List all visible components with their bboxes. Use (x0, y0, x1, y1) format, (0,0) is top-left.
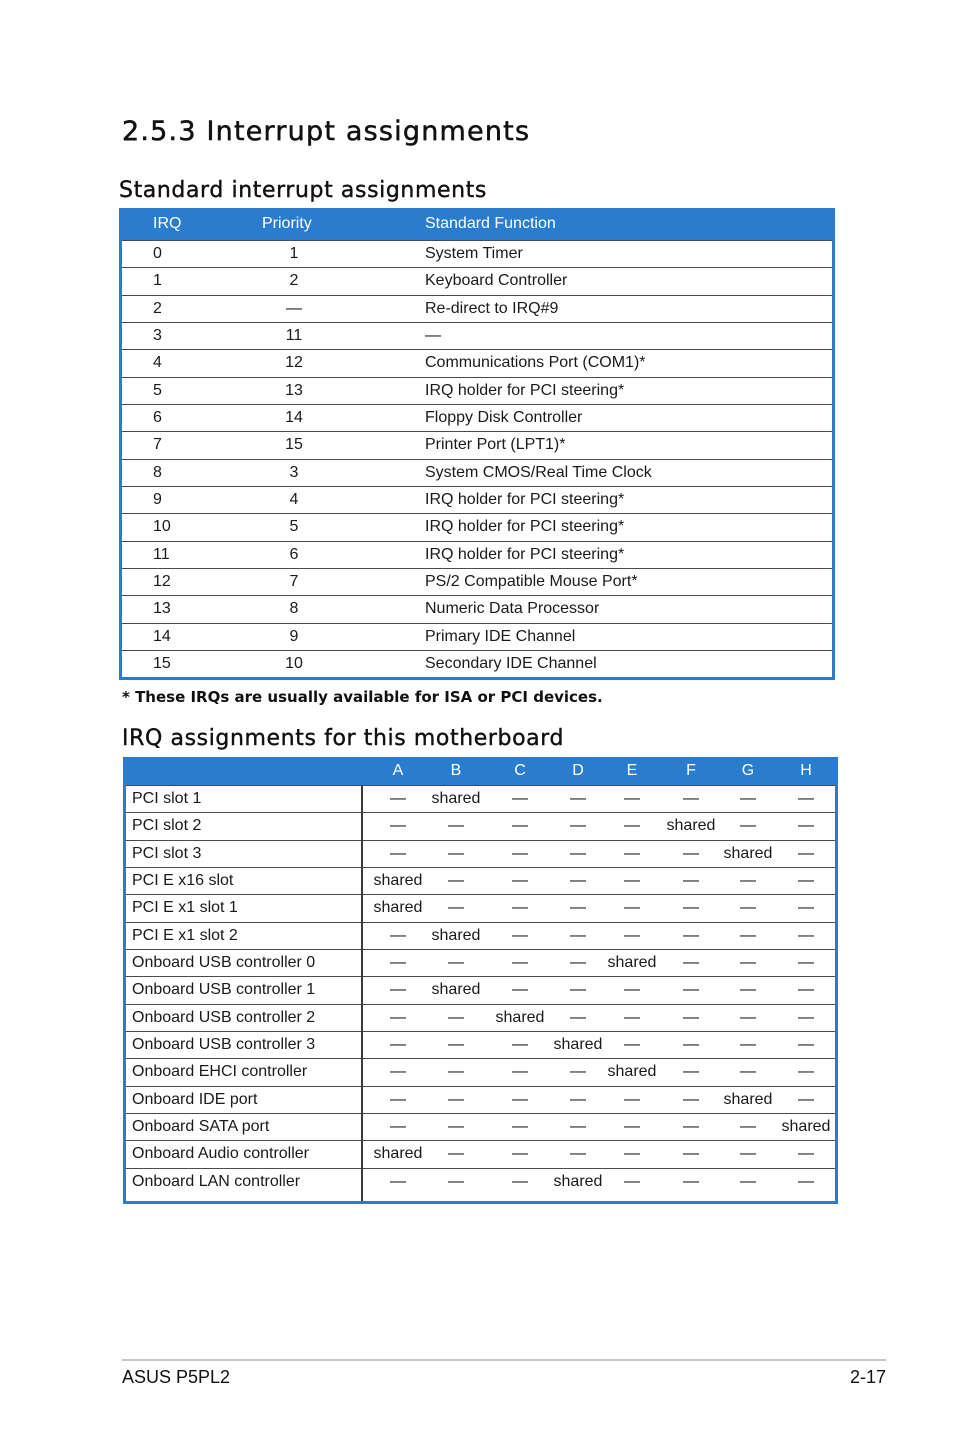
irq-cell: — (740, 1172, 756, 1190)
header-function: Standard Function (425, 215, 556, 232)
irq-cell: — (740, 926, 756, 944)
irq-cell: — (683, 1063, 699, 1081)
irq-cell: — (683, 899, 699, 917)
irq-cell: shared (431, 981, 481, 999)
irq-cell: — (798, 1008, 814, 1026)
irq-cell: 3 (153, 327, 162, 345)
irq-cell: — (390, 1063, 406, 1081)
table-row (122, 322, 832, 349)
table-row (126, 1058, 835, 1085)
function-cell: Numeric Data Processor (425, 600, 600, 618)
irq-cell: 0 (153, 245, 162, 262)
irq-cell: — (624, 1090, 640, 1108)
column-header: F (686, 762, 696, 779)
function-cell: PS/2 Compatible Mouse Port* (425, 573, 638, 591)
device-cell: PCI slot 2 (132, 817, 202, 835)
priority-cell: 4 (289, 491, 299, 509)
irq-cell: — (624, 1172, 640, 1190)
irq-cell: — (683, 1145, 699, 1163)
irq-cell: — (683, 1036, 699, 1054)
irq-cell: shared (553, 1036, 603, 1054)
function-cell: Primary IDE Channel (425, 627, 576, 645)
irq-cell: — (683, 790, 699, 807)
irq-cell: — (448, 1008, 464, 1026)
footer-rule (122, 1359, 886, 1361)
irq-cell: — (570, 1145, 586, 1163)
irq-cell: — (740, 817, 756, 835)
irq-cell: — (570, 899, 586, 917)
irq-cell: — (798, 790, 814, 807)
irq-cell: — (448, 872, 464, 890)
table-row (126, 894, 835, 921)
device-cell: Onboard USB controller 0 (132, 954, 316, 972)
table-row (126, 949, 835, 976)
irq-cell: — (624, 872, 640, 890)
irq-cell: — (512, 981, 528, 999)
irq-cell: shared (666, 817, 716, 835)
irq-cell: — (570, 981, 586, 999)
irq-cell: — (512, 1118, 528, 1136)
footer-product: ASUS P5PL2 (122, 1367, 231, 1387)
irq-cell: — (740, 872, 756, 890)
table-row (126, 1086, 835, 1113)
irq-cell: shared (607, 954, 657, 972)
irq-cell: — (390, 817, 406, 835)
table-row (122, 568, 832, 595)
device-cell: Onboard IDE port (132, 1090, 258, 1108)
irq-cell: — (798, 844, 814, 862)
irq-cell: — (624, 790, 640, 807)
table-row (122, 541, 832, 568)
irq-cell: shared (373, 899, 423, 917)
device-cell: PCI slot 3 (132, 844, 202, 862)
irq-cell: 7 (153, 436, 162, 454)
standard-table-body (122, 240, 832, 678)
irq-cell: — (390, 1036, 406, 1054)
irq-cell: — (570, 954, 586, 972)
priority-cell: 13 (285, 381, 303, 399)
irq-cell: — (448, 1118, 464, 1136)
irq-cell: — (512, 817, 528, 835)
irq-cell: — (570, 1118, 586, 1136)
standard-interrupt-title: Standard interrupt assignments (119, 178, 487, 203)
irq-cell: — (624, 844, 640, 862)
irq-cell: — (390, 844, 406, 862)
irq-cell: — (512, 899, 528, 917)
priority-cell: — (286, 299, 302, 317)
function-cell: System Timer (425, 245, 523, 262)
irq-cell: 11 (153, 545, 170, 563)
irq-cell: — (798, 1172, 814, 1190)
irq-cell: — (624, 1118, 640, 1136)
table-row (122, 486, 832, 513)
standard-interrupt-table (119, 208, 835, 680)
irq-cell: — (448, 1063, 464, 1081)
irq-cell: — (390, 926, 406, 944)
priority-cell: 12 (285, 354, 303, 372)
irq-cell: 4 (153, 354, 162, 372)
irq-cell: 6 (153, 409, 162, 427)
device-cell: PCI E x1 slot 2 (132, 926, 238, 944)
irq-cell: 15 (153, 655, 171, 673)
table-row (122, 349, 832, 376)
device-cell: Onboard SATA port (132, 1118, 270, 1136)
irq-cell: — (390, 981, 406, 999)
function-cell: IRQ holder for PCI steering* (425, 491, 625, 509)
irq-cell: — (683, 1172, 699, 1190)
irq-cell: — (624, 981, 640, 999)
irq-cell: — (512, 954, 528, 972)
irq-cell: — (624, 926, 640, 944)
irq-cell: shared (431, 926, 481, 944)
motherboard-irq-table (123, 757, 838, 1204)
function-cell: Keyboard Controller (425, 272, 568, 290)
irq-cell: — (740, 981, 756, 999)
function-cell: IRQ holder for PCI steering* (425, 381, 625, 399)
table-row (126, 840, 835, 867)
irq-cell: 8 (153, 463, 162, 481)
irq-cell: — (683, 954, 699, 972)
irq-cell: — (624, 899, 640, 917)
table-row (122, 267, 832, 294)
priority-cell: 8 (289, 600, 299, 618)
irq-cell: — (624, 1008, 640, 1026)
standard-table-header (122, 208, 832, 240)
priority-cell: 14 (285, 409, 303, 427)
irq-cell: — (740, 899, 756, 917)
table-row (126, 867, 835, 894)
irq-cell: — (390, 1172, 406, 1190)
irq-cell: 14 (153, 627, 171, 645)
irq-cell: 1 (153, 272, 162, 290)
table-row (122, 240, 832, 267)
irq-footnote: * These IRQs are usually available for ISA or PCI devices. (122, 688, 603, 706)
footer-page-number: 2-17 (849, 1367, 886, 1387)
irq-cell: shared (373, 872, 423, 890)
table-row (126, 976, 835, 1003)
device-cell: PCI E x16 slot (132, 872, 234, 890)
function-cell: — (425, 327, 441, 345)
priority-cell: 9 (289, 627, 299, 645)
irq-cell: shared (723, 844, 773, 862)
irq-cell: — (512, 844, 528, 862)
motherboard-table-body (126, 785, 835, 1195)
irq-cell: — (570, 844, 586, 862)
function-cell: Floppy Disk Controller (425, 409, 583, 427)
irq-cell: shared (781, 1118, 831, 1136)
column-header: D (572, 762, 584, 779)
irq-cell: — (740, 790, 756, 807)
irq-cell: — (512, 1172, 528, 1190)
function-cell: Secondary IDE Channel (425, 655, 597, 673)
irq-cell: — (570, 926, 586, 944)
function-cell: Re-direct to IRQ#9 (425, 299, 559, 317)
irq-cell: shared (495, 1008, 545, 1026)
irq-cell: — (624, 1145, 640, 1163)
irq-cell: — (390, 1090, 406, 1108)
irq-cell: — (570, 872, 586, 890)
priority-cell: 2 (289, 272, 299, 290)
table-row (122, 459, 832, 486)
device-cell: Onboard Audio controller (132, 1145, 309, 1163)
table-row (122, 377, 832, 404)
priority-cell: 3 (289, 463, 299, 481)
irq-cell: — (390, 954, 406, 972)
irq-cell: — (798, 1090, 814, 1108)
irq-cell: 10 (153, 518, 171, 536)
table-row (122, 431, 832, 458)
irq-cell: — (740, 954, 756, 972)
column-divider (361, 785, 363, 1201)
irq-cell: — (570, 817, 586, 835)
function-cell: System CMOS/Real Time Clock (425, 463, 652, 481)
irq-cell: — (798, 954, 814, 972)
irq-cell: — (448, 1090, 464, 1108)
irq-cell: — (683, 1090, 699, 1108)
column-header: E (626, 762, 638, 779)
header-irq: IRQ (153, 215, 182, 232)
irq-cell: 12 (153, 573, 171, 591)
irq-cell: — (448, 817, 464, 835)
irq-cell: — (798, 1063, 814, 1081)
irq-cell: — (512, 926, 528, 944)
table-row (122, 650, 832, 677)
irq-cell: — (798, 981, 814, 999)
device-cell: Onboard USB controller 1 (132, 981, 316, 999)
irq-cell: — (570, 1090, 586, 1108)
irq-cell: 13 (153, 600, 171, 618)
irq-cell: — (570, 1063, 586, 1081)
irq-cell: — (798, 1145, 814, 1163)
device-cell: PCI E x1 slot 1 (132, 899, 238, 917)
irq-cell: — (624, 817, 640, 835)
irq-cell: shared (723, 1090, 773, 1108)
irq-cell: — (798, 926, 814, 944)
column-header: B (450, 762, 462, 779)
irq-cell: — (448, 899, 464, 917)
table-row (122, 595, 832, 622)
motherboard-irq-title: IRQ assignments for this motherboard (122, 726, 565, 751)
irq-cell: — (683, 1118, 699, 1136)
table-row (126, 1113, 835, 1140)
irq-cell: shared (607, 1063, 657, 1081)
irq-cell: — (448, 1036, 464, 1054)
irq-cell: — (798, 872, 814, 890)
irq-cell: — (512, 1036, 528, 1054)
column-header: A (392, 762, 404, 779)
priority-cell: 7 (289, 573, 299, 591)
device-cell: Onboard LAN controller (132, 1172, 301, 1190)
table-row (126, 785, 835, 812)
priority-cell: 10 (285, 655, 303, 673)
irq-cell: — (740, 1145, 756, 1163)
irq-cell: shared (373, 1145, 423, 1163)
irq-cell: — (512, 790, 528, 807)
irq-cell: 5 (153, 381, 162, 399)
irq-cell: — (798, 1036, 814, 1054)
irq-cell: — (740, 1118, 756, 1136)
table-row (126, 1031, 835, 1058)
priority-cell: 15 (285, 436, 303, 454)
irq-cell: — (390, 1118, 406, 1136)
table-row (126, 1004, 835, 1031)
table-row (126, 1168, 835, 1195)
device-cell: Onboard USB controller 2 (132, 1008, 316, 1026)
function-cell: IRQ holder for PCI steering* (425, 545, 625, 563)
irq-cell: — (448, 954, 464, 972)
priority-cell: 11 (285, 327, 303, 345)
irq-cell: — (740, 1036, 756, 1054)
irq-cell: — (740, 1063, 756, 1081)
irq-cell: — (512, 1090, 528, 1108)
irq-cell: 9 (153, 491, 162, 509)
function-cell: Communications Port (COM1)* (425, 354, 646, 372)
irq-cell: — (683, 872, 699, 890)
header-priority: Priority (262, 215, 312, 232)
irq-cell: — (740, 1008, 756, 1026)
device-cell: Onboard USB controller 3 (132, 1036, 316, 1054)
irq-cell: — (798, 899, 814, 917)
irq-cell: — (683, 981, 699, 999)
irq-cell: — (448, 1145, 464, 1163)
irq-cell: — (683, 1008, 699, 1026)
irq-cell: — (683, 926, 699, 944)
irq-cell: shared (553, 1172, 603, 1190)
column-header: H (800, 762, 812, 779)
motherboard-table-header (126, 757, 835, 785)
irq-cell: — (570, 1008, 586, 1026)
table-row (126, 1140, 835, 1167)
irq-cell: — (448, 844, 464, 862)
table-row (122, 295, 832, 322)
irq-cell: — (624, 1036, 640, 1054)
function-cell: Printer Port (LPT1)* (425, 436, 566, 454)
irq-cell: — (512, 1063, 528, 1081)
table-row (122, 513, 832, 540)
column-header: G (741, 762, 755, 779)
table-row (122, 404, 832, 431)
table-row (126, 922, 835, 949)
irq-cell: — (448, 1172, 464, 1190)
irq-cell: — (683, 844, 699, 862)
irq-cell: — (512, 1145, 528, 1163)
irq-cell: — (512, 872, 528, 890)
device-cell: Onboard EHCI controller (132, 1063, 308, 1081)
irq-cell: — (798, 817, 814, 835)
priority-cell: 6 (289, 545, 299, 563)
irq-cell: 2 (153, 299, 162, 317)
table-row (126, 812, 835, 839)
section-title: 2.5.3 Interrupt assignments (122, 116, 531, 147)
irq-cell: — (390, 790, 406, 807)
device-cell: PCI slot 1 (132, 790, 202, 807)
irq-cell: — (570, 790, 586, 807)
priority-cell: 1 (289, 245, 299, 262)
table-row (122, 623, 832, 650)
column-header: C (514, 762, 526, 779)
irq-cell: — (390, 1008, 406, 1026)
function-cell: IRQ holder for PCI steering* (425, 518, 625, 536)
irq-cell: shared (431, 790, 481, 807)
priority-cell: 5 (289, 518, 299, 536)
